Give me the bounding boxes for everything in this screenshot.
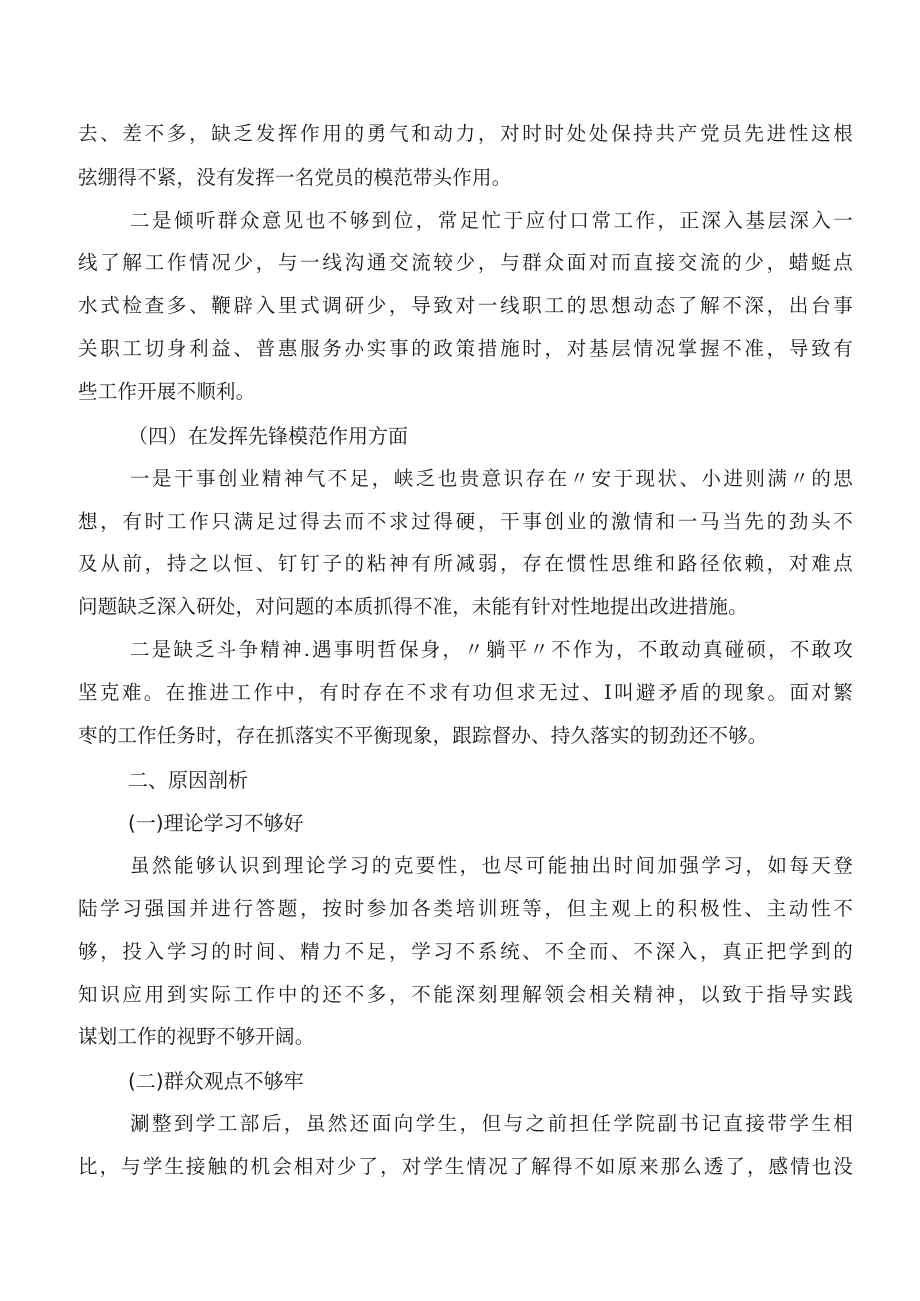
paragraph-line: 一是干事创业精神气不足，峡乏也贵意识存在〃安于现状、小进则满〃的思 [130,467,853,490]
paragraph-line: 及从前，持之以恒、钉钉子的粘神有所减弱，存在惯性思维和路径依赖，对难点 [78,552,853,575]
paragraph-line: 二是倾听群众意见也不够到位，常足忙于应付口常工作，正深入基层深入一 [130,209,853,232]
paragraph-line: 些工作开展不顺利。 [78,380,256,403]
paragraph-line: 线了解工作情况少，与一线沟通交流较少，与群众面对而直接交流的少，蜡蜓点 [78,251,853,274]
section-heading: （四）在发挥先锋模范作用方面 [128,424,408,448]
paragraph-line: 涮整到学工部后，虽然还面向学生，但与之前担任学院副书记直接带学生相 [130,1112,853,1135]
paragraph-line: 枣的工作任务时，存在抓落实不平衡现象，跟踪督办、持久落实的韧劲还不够。 [78,724,768,747]
paragraph-line: 比，与学生接触的机会相对少了，对学生情况了解得不如原来那么透了，感情也没 [78,1155,853,1178]
paragraph-line: 水式检查多、鞭辟入里式调研少，导致对一线职工的思想动态了解不深，出台事 [78,294,853,317]
paragraph-line: 弦绷得不紧，没有发挥一名党员的模范带头作用。 [78,166,512,189]
chapter-heading: 二、原因剖析 [128,768,248,792]
subsection-heading: (二)群众观点不够牢 [128,1069,304,1093]
paragraph-line: 坚克难。在推进工作中，有时存在不求有功但求无过、I叫避矛盾的现象。面对繁 [78,681,853,704]
paragraph-line: 知识应用到实际工作中的还不多，不能深刻理解领会相关精神，以致于指导实践 [78,983,853,1006]
paragraph-line: 问题缺乏深入研处，对问题的本质抓得不准，未能有针对性地提出改进措施。 [78,595,748,618]
paragraph-line: 关职工切身利益、普惠服务办实事的政策措施时，对基层情况掌握不准，导致有 [78,337,853,360]
paragraph-line: 想，有时工作只满足过得去而不求过得硬，干事创业的激情和一马当先的劲头不 [78,510,853,533]
paragraph-line: 虽然能够认识到理论学习的克要性，也尽可能抽出时间加强学习，如每天登 [130,854,853,877]
paragraph-line: 二是缺乏斗争精神.遇事明哲保身，〃躺平〃不作为，不敢动真碰硕，不敢攻 [130,638,853,661]
paragraph-line: 陆学习强国并进行答题，按时参加各类培训班等，但主观上的积极性、主动性不 [78,897,853,920]
paragraph-line: 去、差不多，缺乏发挥作用的勇气和动力，对时时处处保持共产党员先进性这根 [78,122,853,145]
paragraph-line: 够，投入学习的时间、精力不足，学习不系统、不全而、不深入，真正把学到的 [78,940,853,963]
subsection-heading: (一)理论学习不够好 [128,811,304,835]
paragraph-line: 谋划工作的视野不够开阔。 [78,1025,315,1048]
